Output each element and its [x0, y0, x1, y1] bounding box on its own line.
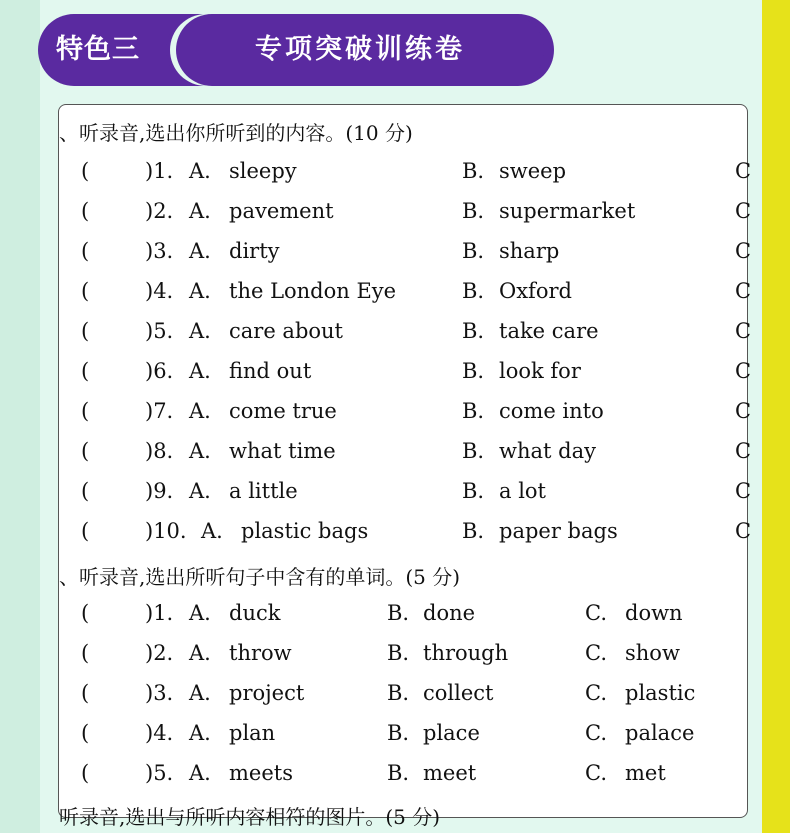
option-c-label: C — [735, 199, 752, 223]
answer-paren[interactable]: ( — [81, 199, 90, 223]
option-b-label: B. — [387, 721, 410, 745]
option-a-label: A. — [189, 721, 211, 745]
option-b-text: meet — [423, 761, 477, 785]
question-number: )2. — [145, 641, 174, 665]
question-row — [59, 311, 752, 351]
question-row — [59, 471, 752, 511]
title-banner — [176, 14, 544, 86]
answer-paren[interactable]: ( — [81, 239, 90, 263]
question-row — [59, 753, 747, 793]
answer-paren[interactable]: ( — [81, 439, 90, 463]
answer-paren[interactable]: ( — [81, 681, 90, 705]
answer-paren[interactable]: ( — [81, 601, 90, 625]
option-b-label: B. — [462, 439, 485, 463]
option-b-text: take care — [499, 319, 599, 343]
question-row — [59, 351, 752, 391]
question-number: )1. — [145, 159, 174, 183]
option-c-label: C — [735, 359, 752, 383]
option-c-label: C. — [585, 681, 607, 705]
option-b-label: B. — [462, 239, 485, 263]
option-c-label: C. — [585, 721, 607, 745]
option-a-label: A. — [189, 279, 211, 303]
option-b-label: B. — [387, 761, 410, 785]
question-row — [59, 431, 752, 471]
question-row — [59, 151, 752, 191]
option-b-label: B. — [462, 279, 485, 303]
option-a-label: A. — [189, 199, 211, 223]
answer-paren[interactable]: ( — [81, 279, 90, 303]
option-b-label: B. — [462, 479, 485, 503]
option-a-text: the London Eye — [229, 279, 397, 303]
option-b-label: B. — [462, 159, 485, 183]
answer-paren[interactable]: ( — [81, 519, 90, 543]
option-a-label: A. — [189, 239, 211, 263]
option-b-text: supermarket — [499, 199, 636, 223]
option-a-text: care about — [229, 319, 343, 343]
option-a-text: pavement — [229, 199, 334, 223]
option-c-text: show — [625, 641, 680, 665]
question-number: )4. — [145, 279, 174, 303]
option-c-label: C — [735, 519, 752, 543]
option-a-label: A. — [189, 681, 211, 705]
option-a-text: plan — [229, 721, 276, 745]
right-edge-strip — [762, 0, 790, 833]
option-a-label: A. — [189, 761, 211, 785]
question-number: )2. — [145, 199, 174, 223]
option-a-text: sleepy — [229, 159, 297, 183]
option-b-text: look for — [499, 359, 581, 383]
question-row — [59, 391, 752, 431]
option-a-text: dirty — [229, 239, 280, 263]
question-row — [59, 673, 747, 713]
option-a-text: come true — [229, 399, 337, 423]
question-row — [59, 633, 747, 673]
option-c-label: C — [735, 399, 752, 423]
question-row — [59, 713, 747, 753]
option-a-label: A. — [189, 399, 211, 423]
option-b-text: sweep — [499, 159, 567, 183]
option-a-text: project — [229, 681, 305, 705]
section-tag: 特色三 — [56, 34, 140, 65]
option-c-label: C — [735, 159, 752, 183]
option-c-label: C — [735, 279, 752, 303]
question-number: )4. — [145, 721, 174, 745]
question-row — [59, 271, 752, 311]
option-b-label: B. — [462, 359, 485, 383]
answer-paren[interactable]: ( — [81, 641, 90, 665]
option-b-label: B. — [462, 399, 485, 423]
question-number: )10. — [145, 519, 187, 543]
option-b-label: B. — [462, 199, 485, 223]
option-b-text: a lot — [499, 479, 546, 503]
answer-paren[interactable]: ( — [81, 319, 90, 343]
question-row — [59, 231, 752, 271]
option-a-label: A. — [189, 641, 211, 665]
option-b-label: B. — [387, 641, 410, 665]
option-c-label: C — [735, 439, 752, 463]
option-b-label: B. — [387, 681, 410, 705]
option-c-label: C — [735, 319, 752, 343]
option-c-label: C. — [585, 761, 607, 785]
option-c-text: palace — [625, 721, 695, 745]
option-c-label: C. — [585, 641, 607, 665]
exercise-box — [58, 104, 752, 829]
question-number: )7. — [145, 399, 174, 423]
question-row — [59, 191, 752, 231]
question-number: )5. — [145, 319, 174, 343]
option-a-text: what time — [229, 439, 336, 463]
option-b-text: Oxford — [499, 279, 572, 303]
question-number: )3. — [145, 239, 174, 263]
option-c-text: down — [625, 601, 683, 625]
option-a-label: A. — [189, 479, 211, 503]
option-b-text: collect — [423, 681, 494, 705]
answer-paren[interactable]: ( — [81, 359, 90, 383]
option-b-text: place — [423, 721, 480, 745]
option-a-text: duck — [229, 601, 281, 625]
answer-paren[interactable]: ( — [81, 479, 90, 503]
option-b-label: B. — [462, 519, 485, 543]
question-number: )1. — [145, 601, 174, 625]
option-b-label: B. — [387, 601, 410, 625]
question-row — [59, 593, 747, 633]
question-number: )3. — [145, 681, 174, 705]
option-a-text: meets — [229, 761, 293, 785]
option-c-text: met — [625, 761, 666, 785]
option-c-text: plastic — [625, 681, 696, 705]
option-a-label: A. — [189, 359, 211, 383]
option-c-label: C — [735, 239, 752, 263]
section1-heading: 、听录音,选出你所听到的内容。(10 分) — [59, 121, 413, 145]
option-b-text: done — [423, 601, 476, 625]
option-a-label: A. — [189, 159, 211, 183]
option-b-text: paper bags — [499, 519, 618, 543]
section3-heading: 听录音,选出与所听内容相符的图片。(5 分) — [59, 805, 441, 829]
section2-heading: 、听录音,选出所听句子中含有的单词。(5 分) — [59, 565, 461, 589]
option-a-label: A. — [201, 519, 223, 543]
question-number: )8. — [145, 439, 174, 463]
option-b-text: what day — [499, 439, 596, 463]
option-c-label: C. — [585, 601, 607, 625]
answer-paren[interactable]: ( — [81, 761, 90, 785]
answer-paren[interactable]: ( — [81, 399, 90, 423]
option-a-label: A. — [189, 439, 211, 463]
option-b-label: B. — [462, 319, 485, 343]
page-title: 专项突破训练卷 — [255, 34, 465, 65]
option-a-text: find out — [229, 359, 312, 383]
question-row — [59, 511, 752, 551]
option-c-label: C — [735, 479, 752, 503]
option-a-text: plastic bags — [241, 519, 369, 543]
option-b-text: through — [423, 641, 509, 665]
option-a-label: A. — [189, 601, 211, 625]
question-number: )6. — [145, 359, 174, 383]
answer-paren[interactable]: ( — [81, 159, 90, 183]
answer-paren[interactable]: ( — [81, 721, 90, 745]
option-a-text: throw — [229, 641, 292, 665]
option-a-label: A. — [189, 319, 211, 343]
option-b-text: come into — [499, 399, 604, 423]
question-number: )5. — [145, 761, 174, 785]
question-number: )9. — [145, 479, 174, 503]
option-b-text: sharp — [499, 239, 560, 263]
option-a-text: a little — [229, 479, 298, 503]
